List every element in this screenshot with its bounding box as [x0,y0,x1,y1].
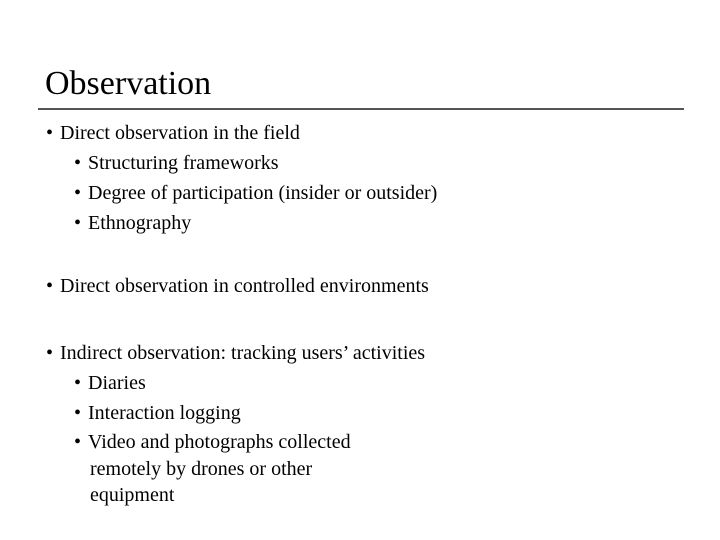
bullet-text: Indirect observation: tracking users’ activities [60,342,426,364]
bullet-glyph: • [74,212,82,234]
bullet-text: Direct observation in the field [60,122,300,144]
bullet-glyph: • [46,275,54,297]
bullet-glyph: • [74,152,82,174]
bullet-item-indirect [46,340,425,366]
bullet-item-direct-controlled [46,273,429,299]
bullet-text: Ethnography [88,212,192,234]
sub-bullet-item [74,210,191,236]
bullet-glyph: • [74,402,82,424]
sub-bullet-continuation: remotely by drones or other [90,458,313,480]
bullet-text: Direct observation in controlled environments [60,275,429,297]
sub-bullet-item [74,180,437,206]
bullet-glyph: • [46,342,54,364]
bullet-text: Video and photographs collected [88,431,351,453]
sub-bullet-item [74,429,351,455]
bullet-glyph: • [74,372,82,394]
slide-title: Observation [45,65,212,102]
bullet-item-direct-field [46,120,300,146]
bullet-text: Interaction logging [88,402,241,424]
bullet-glyph: • [46,122,54,144]
title-divider [38,108,684,110]
bullet-glyph: • [74,182,82,204]
bullet-text: Degree of participation (insider or outsider) [88,182,438,204]
sub-bullet-continuation: equipment [90,484,175,506]
sub-bullet-item [74,400,241,426]
bullet-text: Diaries [88,372,146,394]
bullet-glyph: • [74,431,82,453]
bullet-text: Structuring frameworks [88,152,279,174]
sub-bullet-item [74,150,279,176]
sub-bullet-item [74,370,146,396]
